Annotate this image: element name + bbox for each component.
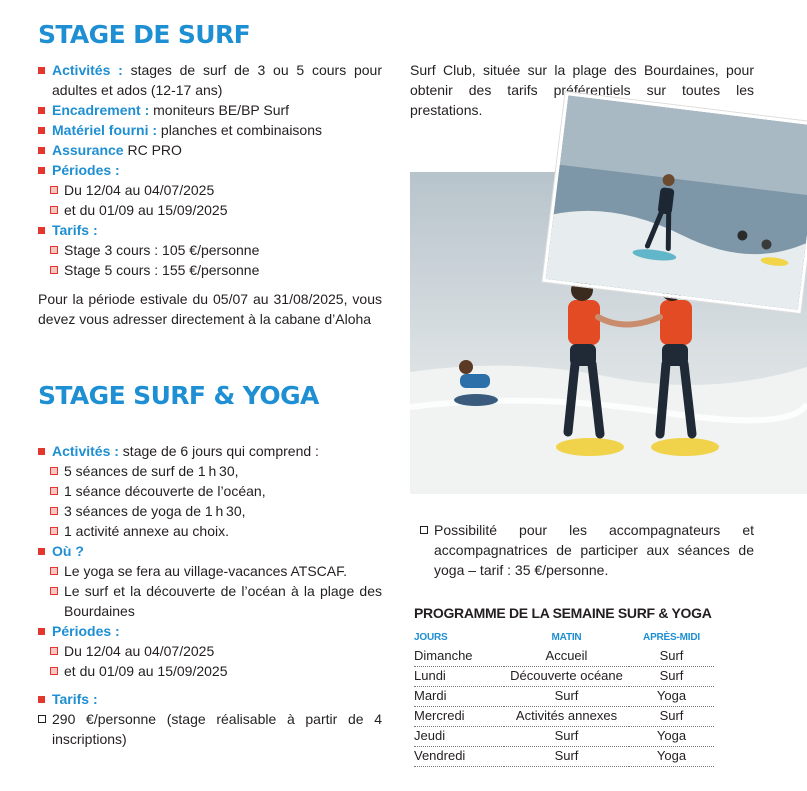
table-row — [414, 647, 714, 667]
bullet-square-icon — [50, 667, 58, 675]
list-item: Du 12/04 au 04/07/2025 — [38, 180, 382, 200]
stage-yoga-title: STAGE SURF & YOGA — [38, 381, 319, 410]
list-item: Activités : stage de 6 jours qui comprend : — [38, 441, 382, 461]
summer-note-continued: Surf Club, située sur la plage des Bourdaines, pour obtenir des tarifs préférentiels sur toutes les prestations. — [410, 62, 754, 118]
table-row — [414, 667, 714, 687]
list-item: 290 €/personne (stage réalisable à partir de 4 inscriptions) — [38, 709, 382, 749]
list-item: Stage 5 cours : 155 €/personne — [38, 260, 382, 280]
bullet-square-icon — [50, 186, 58, 194]
cell-morning: Activités annexes — [504, 707, 629, 727]
stage-yoga-list — [38, 441, 382, 749]
list-item: Matériel fourni : planches et combinaisons — [38, 120, 382, 140]
list-item: et du 01/09 au 15/09/2025 — [38, 661, 382, 681]
stage-surf-title: STAGE DE SURF — [38, 20, 251, 49]
list-item: 1 activité annexe au choix. — [38, 521, 382, 541]
programme-title: PROGRAMME DE LA SEMAINE SURF & YOGA — [414, 605, 712, 621]
list-item: Encadrement : moniteurs BE/BP Surf — [38, 100, 382, 120]
companion-note — [420, 520, 754, 580]
cell-afternoon: Surf — [629, 647, 714, 667]
list-item: Où ? — [38, 541, 382, 561]
bullet-square-icon — [50, 266, 58, 274]
list-item: Stage 3 cours : 105 €/personne — [38, 240, 382, 260]
cell-day: Vendredi — [414, 747, 504, 767]
cell-afternoon: Surf — [629, 667, 714, 687]
bullet-square-icon — [50, 246, 58, 254]
header-matin: MATIN — [551, 632, 582, 643]
stage-surf-list — [38, 60, 382, 280]
header-jours: JOURS — [414, 632, 448, 643]
list-item: Périodes : — [38, 621, 382, 641]
checkbox-bullet-icon — [420, 526, 428, 534]
list-item: Tarifs : — [38, 220, 382, 240]
surf-inset-art — [546, 95, 807, 310]
cell-day: Lundi — [414, 667, 504, 687]
bullet-square-icon — [50, 206, 58, 214]
bullet-square-icon — [38, 67, 45, 74]
header-apres-midi: APRÈS-MIDI — [643, 632, 700, 643]
list-item: 1 séance découverte de l’océan, — [38, 481, 382, 501]
bullet-square-icon — [38, 548, 45, 555]
table-row — [414, 707, 714, 727]
cell-afternoon: Yoga — [629, 727, 714, 747]
bullet-square-icon — [50, 647, 58, 655]
list-item: Possibilité pour les accompagnateurs et accompagnatrices de participer aux séances de yoga – tarif : 35 €/personne. — [420, 520, 754, 580]
table-row — [414, 687, 714, 707]
cell-morning: Découverte océane — [504, 667, 629, 687]
list-item: Périodes : — [38, 160, 382, 180]
cell-afternoon: Yoga — [629, 747, 714, 767]
table-header-row — [414, 630, 714, 647]
bullet-square-icon — [38, 167, 45, 174]
table-row — [414, 727, 714, 747]
bullet-square-icon — [50, 487, 58, 495]
bullet-square-icon — [50, 467, 58, 475]
programme-table — [414, 630, 714, 767]
surf-inset-photo — [542, 92, 807, 313]
bullet-square-icon — [38, 696, 45, 703]
list-item: 5 séances de surf de 1 h 30, — [38, 461, 382, 481]
checkbox-bullet-icon — [38, 715, 46, 723]
list-item: Le yoga se fera au village-vacances ATSCAF. — [38, 561, 382, 581]
cell-afternoon: Yoga — [629, 687, 714, 707]
cell-morning: Surf — [504, 687, 629, 707]
bullet-square-icon — [50, 527, 58, 535]
bullet-square-icon — [38, 227, 45, 234]
cell-morning: Accueil — [504, 647, 629, 667]
cell-afternoon: Surf — [629, 707, 714, 727]
summer-note: Pour la période estivale du 05/07 au 31/08/2025, vous devez vous adresser directement à la cabane d’Aloha — [38, 291, 382, 327]
cell-day: Jeudi — [414, 727, 504, 747]
bullet-square-icon — [38, 107, 45, 114]
list-item: Tarifs : — [38, 689, 382, 709]
bullet-square-icon — [38, 147, 45, 154]
bullet-square-icon — [50, 567, 58, 575]
programme-table-wrap — [414, 630, 714, 767]
bullet-square-icon — [38, 127, 45, 134]
list-item: et du 01/09 au 15/09/2025 — [38, 200, 382, 220]
bullet-square-icon — [38, 448, 45, 455]
list-item: Activités : stages de surf de 3 ou 5 cours pour adultes et ados (12-17 ans) — [38, 60, 382, 100]
cell-morning: Surf — [504, 747, 629, 767]
table-row — [414, 747, 714, 767]
list-item: Du 12/04 au 04/07/2025 — [38, 641, 382, 661]
list-item: Assurance RC PRO — [38, 140, 382, 160]
cell-day: Mardi — [414, 687, 504, 707]
cell-morning: Surf — [504, 727, 629, 747]
cell-day: Dimanche — [414, 647, 504, 667]
cell-day: Mercredi — [414, 707, 504, 727]
bullet-square-icon — [38, 628, 45, 635]
bullet-square-icon — [50, 587, 58, 595]
bullet-square-icon — [50, 507, 58, 515]
list-item: Le surf et la découverte de l’océan à la plage des Bourdaines — [38, 581, 382, 621]
list-item: 3 séances de yoga de 1 h 30, — [38, 501, 382, 521]
